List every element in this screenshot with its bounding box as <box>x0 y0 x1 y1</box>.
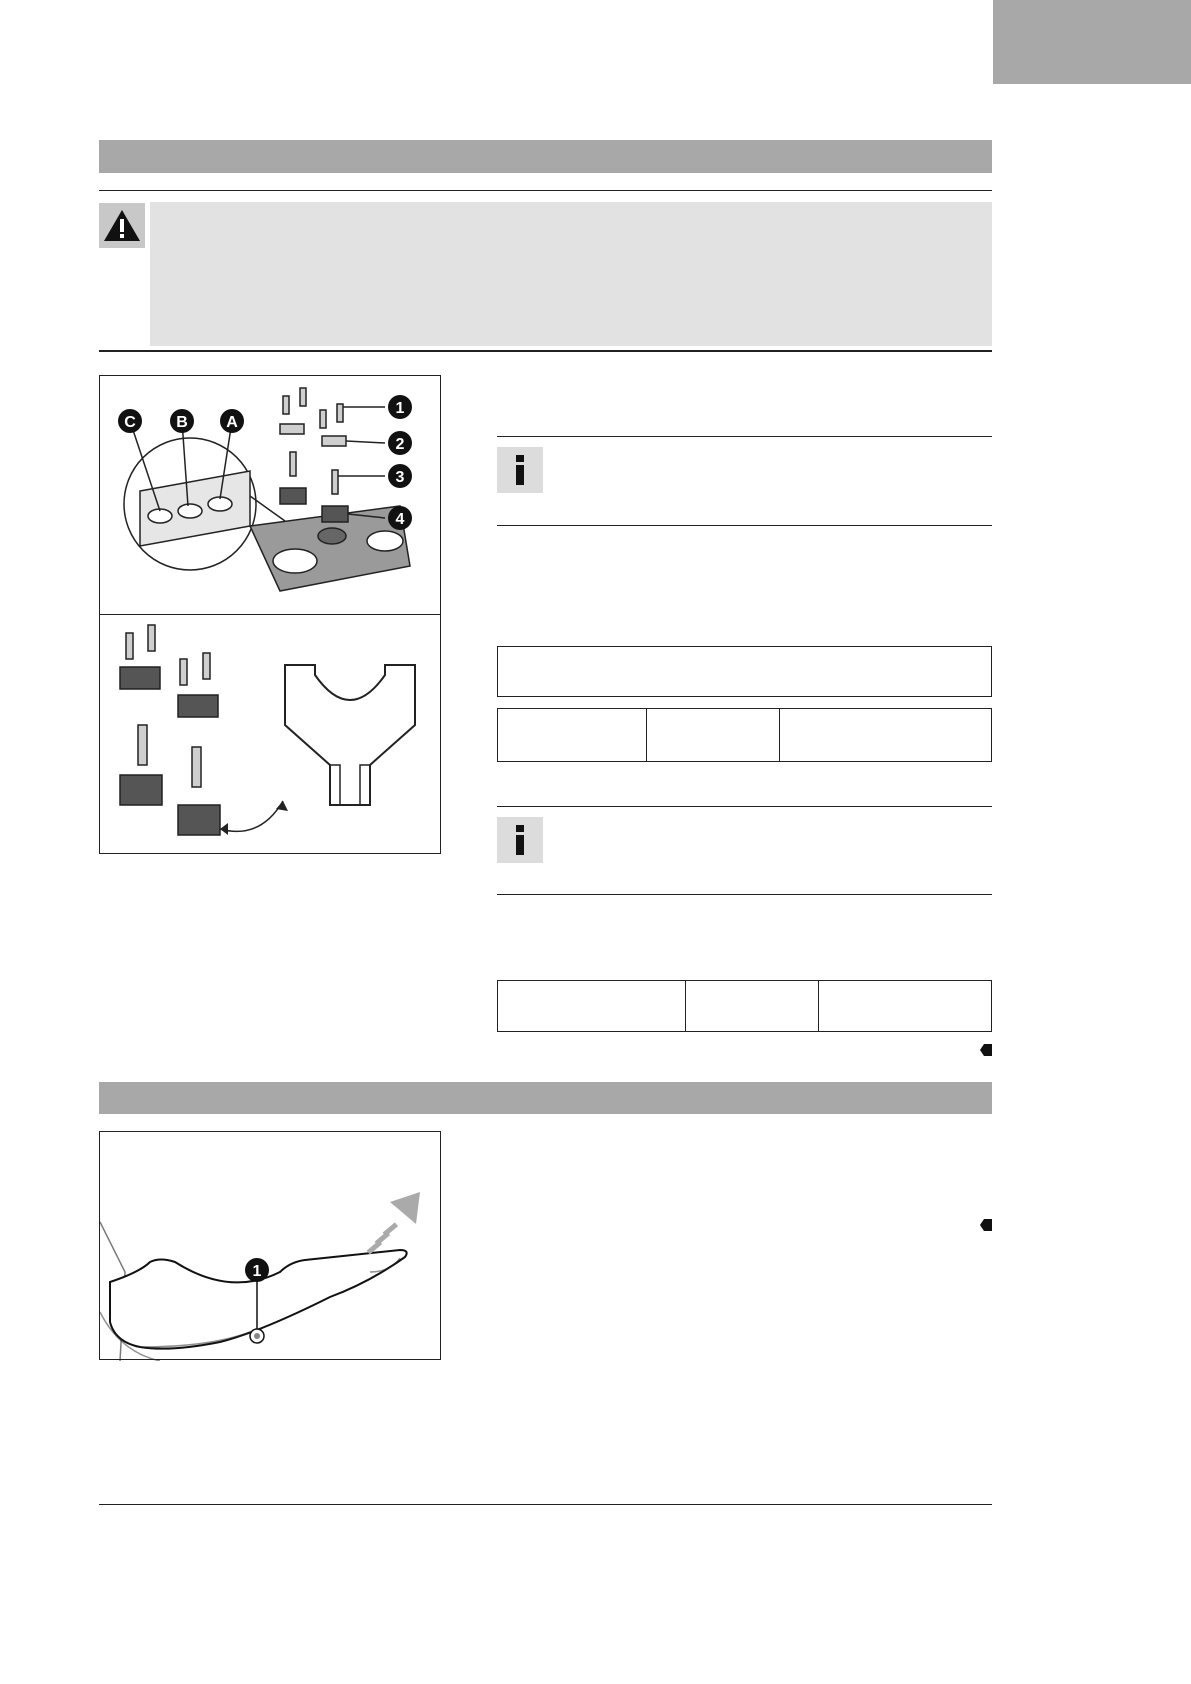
callout-1: 1 <box>252 1263 262 1280</box>
callout-c: C <box>124 414 136 431</box>
warning-triangle-icon <box>99 203 145 248</box>
seat-drawing <box>100 1132 442 1361</box>
footer-divider <box>99 1504 992 1505</box>
info-text <box>555 820 992 880</box>
warning-icon-box <box>99 203 145 248</box>
divider <box>497 525 992 526</box>
spec-table-cell <box>685 980 819 1032</box>
info-icon-box <box>497 447 543 493</box>
warning-text-box <box>150 202 992 346</box>
divider <box>99 190 992 191</box>
spec-table-cell <box>646 708 780 762</box>
callout-1: 1 <box>395 400 405 417</box>
side-tab <box>993 0 1191 84</box>
spec-table-cell <box>497 980 686 1032</box>
figure-seat-lock <box>99 1131 441 1360</box>
spec-table-cell <box>818 980 992 1032</box>
info-icon <box>497 447 543 493</box>
callout-3: 3 <box>395 469 405 486</box>
spec-table-cell <box>779 708 992 762</box>
info-icon-box <box>497 817 543 863</box>
spec-table-cell <box>497 708 647 762</box>
divider <box>497 436 992 437</box>
divider <box>497 894 992 895</box>
section-heading-bar <box>99 1082 992 1114</box>
callout-4: 4 <box>395 511 405 528</box>
figure-clamp-rotation <box>99 614 441 854</box>
section-heading-bar <box>99 140 992 173</box>
callout-b: B <box>176 414 188 431</box>
spec-table-header <box>497 646 992 697</box>
callout-2: 2 <box>395 436 405 453</box>
info-text <box>555 450 992 510</box>
divider <box>497 806 992 807</box>
clamp-drawing <box>100 376 442 616</box>
end-of-section-icon <box>980 1044 992 1056</box>
end-of-section-icon <box>980 1219 992 1231</box>
figure-handlebar-clamp-positions <box>99 375 441 615</box>
callout-a: A <box>226 414 238 431</box>
info-icon <box>497 817 543 863</box>
clamp-rotation-drawing <box>100 615 442 855</box>
divider <box>99 350 992 352</box>
